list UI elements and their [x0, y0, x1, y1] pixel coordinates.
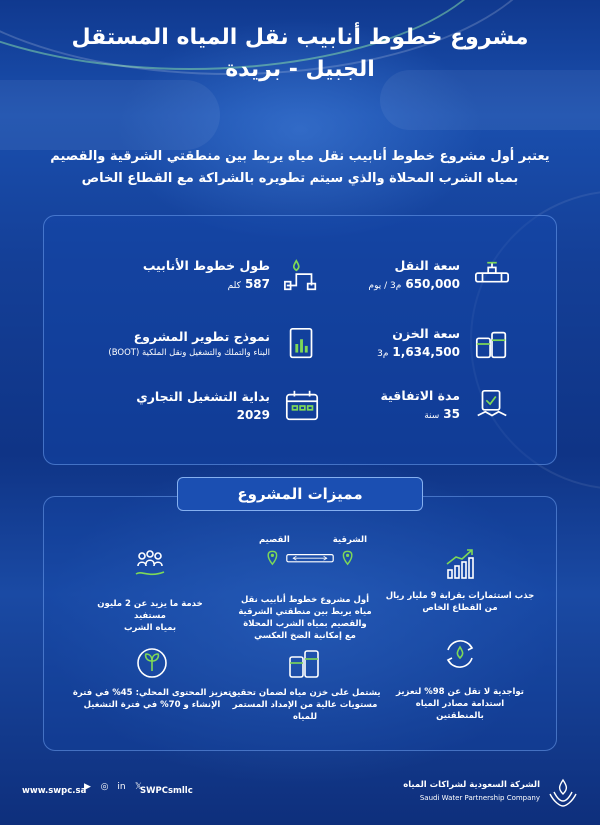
feature-text: تواجدية لا تقل عن 98% لتعزيز — [396, 687, 524, 697]
features-header: مميزات المشروع — [177, 477, 423, 511]
intro-text — [20, 146, 580, 190]
feature-storage-supply — [225, 645, 385, 723]
fact-label: بداية التشغيل التجاري — [136, 389, 270, 404]
fact-development-model — [92, 316, 322, 372]
feature-text: بمياه الشرب — [123, 623, 177, 633]
website-link[interactable]: www.swpc.sa — [22, 786, 87, 796]
fact-commercial-operation — [122, 378, 322, 434]
feature-text: تعزيز المحتوى المحلي: 45% في فترة — [72, 688, 232, 698]
instagram-icon[interactable]: ◎ — [100, 782, 109, 792]
fact-number: 587 — [244, 277, 270, 291]
feature-investments — [385, 546, 535, 614]
fact-label: نموذج تطوير المشروع — [133, 329, 270, 344]
feature-text: بالمنطقتين — [436, 711, 484, 721]
feature-first-project — [225, 590, 385, 642]
fact-pipeline-length — [122, 248, 322, 304]
company-name-ar: الشركة السعودية لشراكات المياه — [403, 780, 540, 790]
x-icon[interactable]: 𝕏 — [134, 782, 143, 792]
feature-text: مياه يربط بين منطقتي الشرقية — [238, 607, 372, 617]
feature-text: أول مشروع خطوط أنابيب نقل — [240, 595, 370, 605]
page-title — [0, 22, 600, 86]
fact-label: سعة الخزن — [392, 326, 460, 341]
calendar-icon — [282, 386, 322, 426]
feature-text: مع إمكانية الضخ العكسي — [254, 631, 356, 641]
title-line-1: مشروع خطوط أنابيب نقل المياه المستقل — [71, 25, 529, 50]
fact-number: 1,634,500 — [392, 345, 460, 359]
social-handle: SWPCsmllc — [140, 786, 193, 796]
fact-number: 35 — [443, 407, 460, 421]
fact-value: 2029 — [236, 408, 270, 422]
fact-value — [380, 405, 460, 425]
title-line-2: الجبيل - بريدة — [225, 57, 375, 82]
feature-text: استدامة مصادر المياه — [415, 699, 505, 709]
route-graphic — [245, 535, 375, 585]
fact-value — [143, 275, 270, 295]
fact-value — [369, 275, 460, 295]
document-chart-icon — [282, 324, 322, 364]
handshake-contract-icon — [472, 386, 512, 426]
fact-sub: البناء والتملك والتشغيل ونقل الملكية (BOOT) — [108, 348, 270, 358]
pipe-valve-icon — [472, 256, 512, 296]
fact-value — [377, 343, 460, 363]
fact-unit: م3 — [377, 349, 389, 359]
growth-chart-icon — [442, 546, 478, 582]
fact-label: مدة الاتفاقية — [380, 388, 460, 403]
route-label-east: الشرقية — [332, 535, 367, 545]
fact-unit: م3 / يوم — [368, 281, 402, 291]
water-cycle-icon — [442, 636, 478, 672]
youtube-icon[interactable]: ▶ — [84, 782, 91, 792]
intro-line-2: بمياه الشرب المحلاة والذي سيتم تطويره بالشراكة مع القطاع الخاص — [81, 171, 519, 186]
plant-coin-icon — [134, 645, 170, 681]
route-label-qassim: القصيم — [259, 535, 290, 545]
feature-text: يشتمل على خزن مياه لضمان تحقيق — [229, 688, 381, 698]
feature-beneficiaries — [80, 548, 220, 634]
pipeline-drop-icon — [282, 256, 322, 296]
feature-text: من القطاع الخاص — [422, 603, 498, 613]
fact-label: طول خطوط الأنابيب — [142, 258, 270, 273]
fact-unit: سنة — [424, 411, 440, 421]
footer — [0, 770, 600, 825]
fact-number: 650,000 — [405, 277, 460, 291]
intro-line-1: يعتبر أول مشروع خطوط أنابيب نقل مياه يربط بين منطقتي الشرقية والقصيم — [50, 149, 550, 164]
fact-label: سعة النقل — [394, 258, 460, 273]
feature-text: مستويات عالية من الإمداد المستمر للمياه — [232, 700, 378, 722]
feature-availability — [385, 636, 535, 722]
people-hand-icon — [132, 548, 168, 584]
company-name-en: Saudi Water Partnership Company — [419, 794, 540, 802]
linkedin-icon[interactable]: in — [117, 782, 126, 792]
storage-tanks-icon — [287, 645, 323, 681]
feature-local-content — [72, 645, 232, 711]
fact-unit: كلم — [227, 281, 241, 291]
feature-text: جذب استثمارات بقرابة 9 مليار ريال — [385, 591, 535, 601]
social-links — [82, 782, 144, 793]
feature-text: خدمة ما يزيد عن 2 مليون مستفيد — [97, 599, 203, 621]
feature-text: والقصيم بمياه الشرب المحلاة — [243, 619, 367, 629]
background-pipe — [0, 80, 220, 150]
company-logo-icon — [546, 776, 580, 810]
storage-tanks-icon — [472, 324, 512, 364]
feature-text: الإنشاء و 70% في فترة التشغيل — [83, 700, 221, 710]
